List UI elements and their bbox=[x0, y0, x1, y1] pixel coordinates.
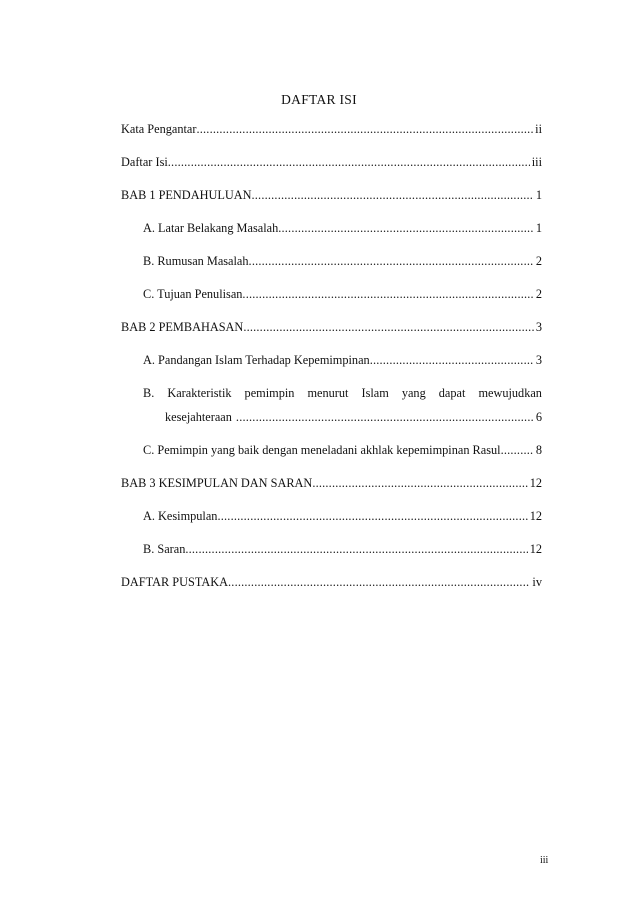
toc-entry-kata-pengantar[interactable] bbox=[121, 122, 542, 137]
toc-entry-karakteristik-pemimpin[interactable] bbox=[121, 386, 542, 425]
toc-entry-rumusan-masalah[interactable] bbox=[121, 254, 542, 269]
dot-leader bbox=[217, 509, 527, 524]
toc-entry-page: ii bbox=[535, 122, 542, 136]
dot-leader bbox=[501, 443, 534, 458]
toc-word: Islam bbox=[361, 386, 389, 400]
toc-entry-pemimpin-baik[interactable] bbox=[121, 443, 542, 458]
toc-entry-label-line1 bbox=[143, 386, 542, 401]
dot-leader bbox=[232, 410, 534, 425]
toc-word: yang bbox=[401, 386, 426, 400]
toc-entry-page: 12 bbox=[529, 476, 542, 490]
toc-entry-page: iv bbox=[532, 575, 542, 589]
toc-entry-label: BAB 1 PENDAHULUAN bbox=[121, 188, 252, 202]
toc-word: Karakteristik bbox=[167, 386, 232, 400]
toc-entry-page: 8 bbox=[535, 443, 542, 457]
toc-entry-saran[interactable] bbox=[121, 542, 542, 557]
toc-entry-bab-2[interactable] bbox=[121, 320, 542, 335]
toc-word: pemimpin bbox=[244, 386, 295, 400]
toc-entry-kesimpulan[interactable] bbox=[121, 509, 542, 524]
toc-entry-label: C. Tujuan Penulisan bbox=[143, 287, 243, 301]
toc-entry-bab-1[interactable] bbox=[121, 188, 542, 203]
toc-entry-page: 2 bbox=[535, 254, 542, 268]
toc-entry-latar-belakang[interactable] bbox=[121, 221, 542, 236]
page-number: iii bbox=[540, 855, 549, 866]
toc-entry-label: A. Pandangan Islam Terhadap Kepemimpinan bbox=[143, 353, 370, 367]
dot-leader bbox=[185, 542, 527, 557]
toc-entry-label: Daftar Isi bbox=[121, 155, 168, 169]
toc-entry-page: 3 bbox=[535, 353, 542, 367]
toc-entry-page: 3 bbox=[535, 320, 542, 334]
page-title: DAFTAR ISI bbox=[281, 92, 357, 107]
dot-leader bbox=[312, 476, 527, 491]
dot-leader bbox=[252, 188, 534, 203]
toc-entry-page: 1 bbox=[535, 221, 542, 235]
toc-entry-pandangan-islam[interactable] bbox=[121, 353, 542, 368]
toc-entry-page: 2 bbox=[535, 287, 542, 301]
toc-entry-label: Kata Pengantar bbox=[121, 122, 197, 136]
toc-word: menurut bbox=[307, 386, 349, 400]
toc-entry-label: BAB 2 PEMBAHASAN bbox=[121, 320, 244, 334]
toc-entry-tujuan-penulisan[interactable] bbox=[121, 287, 542, 302]
dot-leader bbox=[278, 221, 534, 236]
toc-entry-label: C. Pemimpin yang baik dengan meneladani akhlak kepemimpinan Rasul bbox=[143, 443, 501, 457]
toc-entry-daftar-isi[interactable] bbox=[121, 155, 542, 170]
toc-entry-label: A. Latar Belakang Masalah bbox=[143, 221, 279, 235]
dot-leader bbox=[370, 353, 534, 368]
toc-entry-label: B. Rumusan Masalah bbox=[143, 254, 249, 268]
toc-entry-page: 1 bbox=[535, 188, 542, 202]
table-of-contents bbox=[121, 122, 542, 590]
toc-entry-label: A. Kesimpulan bbox=[143, 509, 218, 523]
toc-entry-page: 12 bbox=[529, 509, 542, 523]
toc-entry-label: B. Saran bbox=[143, 542, 186, 556]
toc-entry-bab-3[interactable] bbox=[121, 476, 542, 491]
toc-entry-label: BAB 3 KESIMPULAN DAN SARAN bbox=[121, 476, 313, 490]
toc-entry-page: iii bbox=[531, 155, 542, 169]
toc-entry-page: 12 bbox=[529, 542, 542, 556]
dot-leader bbox=[243, 320, 534, 335]
toc-entry-label: DAFTAR PUSTAKA bbox=[121, 575, 229, 589]
toc-word: B. bbox=[143, 386, 155, 400]
dot-leader bbox=[196, 122, 533, 137]
dot-leader bbox=[228, 575, 530, 590]
dot-leader bbox=[242, 287, 533, 302]
dot-leader bbox=[249, 254, 534, 269]
dot-leader bbox=[168, 155, 530, 170]
toc-entry-daftar-pustaka[interactable] bbox=[121, 575, 542, 590]
toc-word: mewujudkan bbox=[478, 386, 542, 400]
toc-entry-page: 6 bbox=[535, 410, 542, 424]
toc-entry-label-line2: kesejahteraan bbox=[165, 410, 232, 424]
toc-word: dapat bbox=[438, 386, 466, 400]
